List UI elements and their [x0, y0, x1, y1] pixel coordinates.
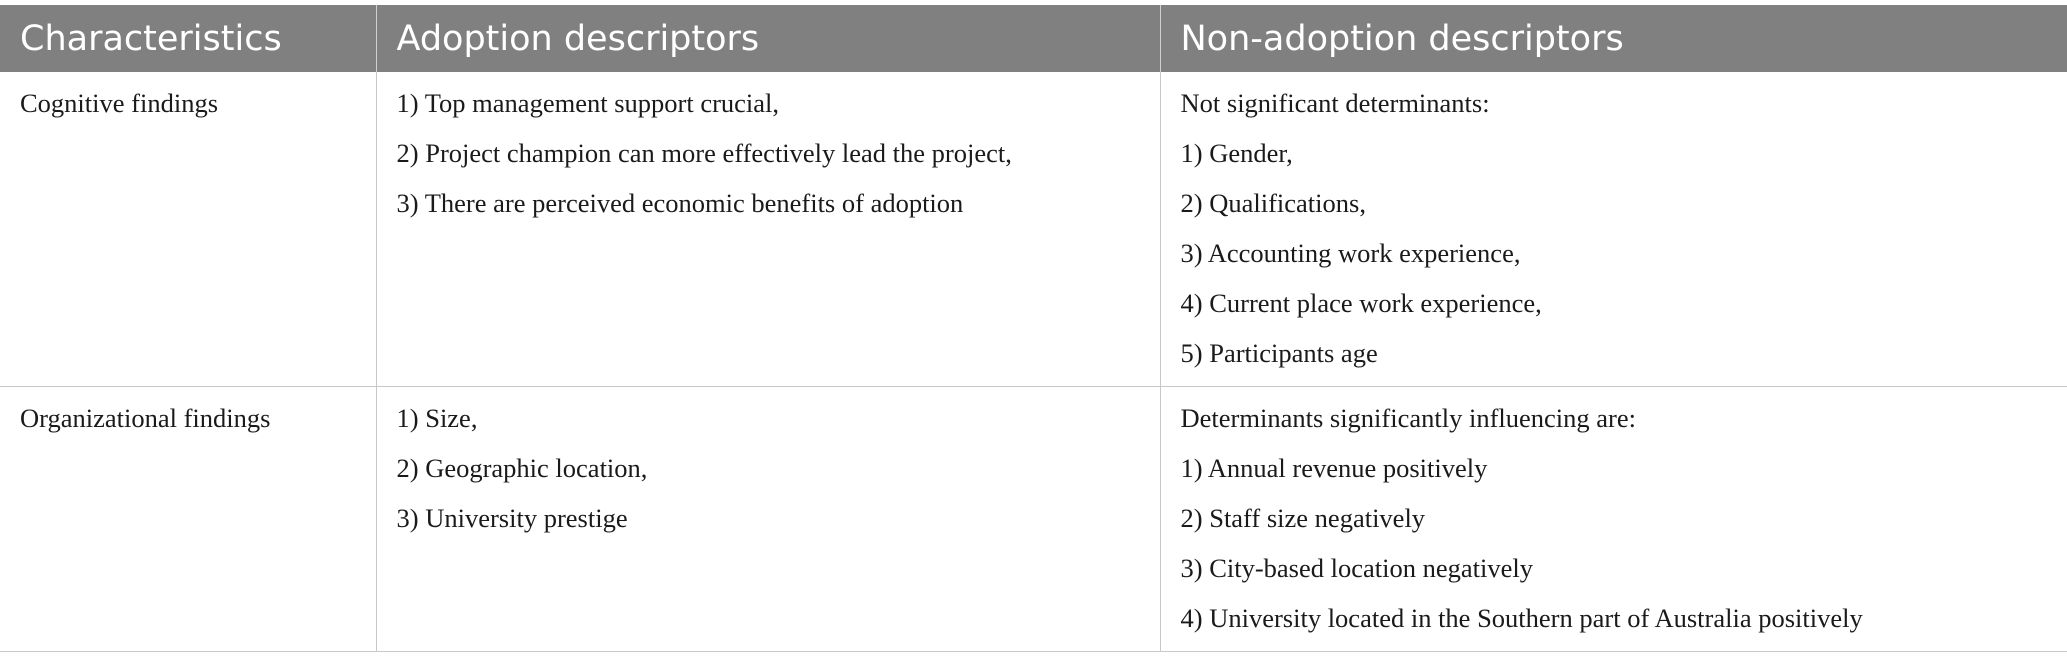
findings-table [0, 5, 2067, 652]
characteristic-label: Organizational findings [20, 403, 271, 433]
non-adoption-item: 4) University located in the Southern part of Australia positively [1180, 603, 1863, 633]
header-characteristics: Characteristics [0, 5, 376, 72]
non-adoption-item: 5) Participants age [1180, 338, 1378, 368]
non-adoption-cell [1160, 72, 2067, 387]
table-row-cognitive [0, 72, 2067, 387]
header-row [0, 5, 2067, 72]
adoption-item: 1) Size, [396, 403, 478, 433]
non-adoption-intro: Not significant determinants: [1180, 88, 1490, 118]
characteristic-cell [0, 387, 376, 652]
non-adoption-cell [1160, 387, 2067, 652]
adoption-cell [376, 72, 1160, 387]
non-adoption-item: 2) Qualifications, [1180, 188, 1366, 218]
adoption-cell [376, 387, 1160, 652]
characteristic-label: Cognitive findings [20, 88, 219, 118]
non-adoption-item: 4) Current place work experience, [1180, 288, 1542, 318]
adoption-item: 1) Top management support crucial, [396, 88, 780, 118]
non-adoption-item: 3) Accounting work experience, [1180, 238, 1521, 268]
characteristic-cell [0, 72, 376, 387]
header-adoption-descriptors: Adoption descriptors [376, 5, 1160, 72]
table-body [0, 72, 2067, 652]
non-adoption-item: 3) City-based location negatively [1180, 553, 1533, 583]
non-adoption-item: 2) Staff size negatively [1180, 503, 1426, 533]
adoption-item: 3) There are perceived economic benefits of adoption [396, 188, 964, 218]
table-row-organizational [0, 387, 2067, 652]
header-non-adoption-descriptors: Non-adoption descriptors [1160, 5, 2067, 72]
table-header [0, 5, 2067, 72]
adoption-item: 2) Geographic location, [396, 453, 648, 483]
adoption-item: 3) University prestige [396, 503, 628, 533]
non-adoption-item: 1) Gender, [1180, 138, 1293, 168]
findings-table-container [0, 5, 2067, 652]
non-adoption-item: 1) Annual revenue positively [1180, 453, 1488, 483]
non-adoption-intro: Determinants significantly influencing are: [1180, 403, 1637, 433]
adoption-item: 2) Project champion can more effectively lead the project, [396, 138, 1012, 168]
